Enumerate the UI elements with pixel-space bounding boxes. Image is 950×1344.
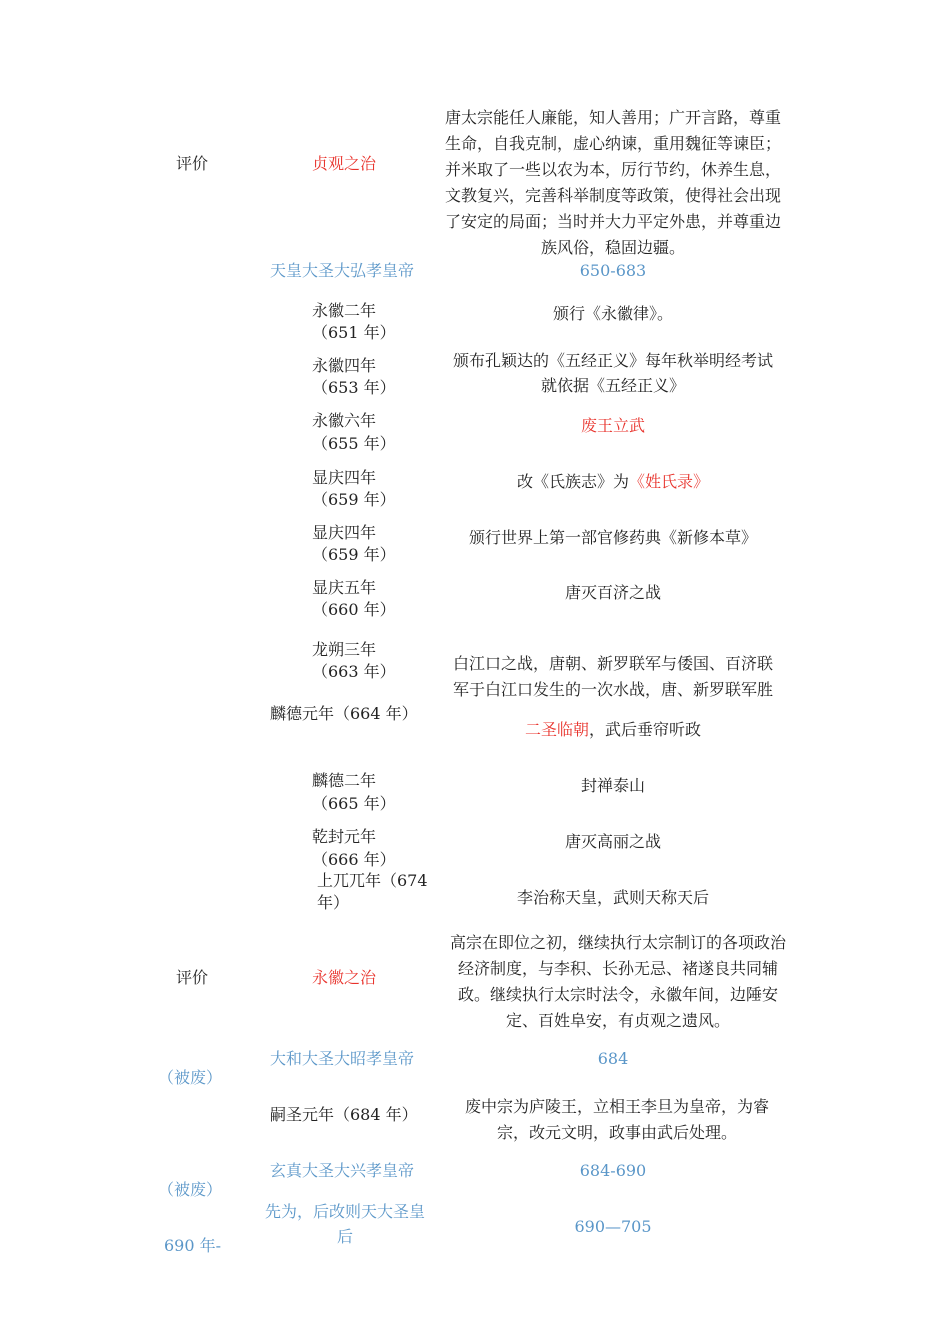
event-text: 颁行世界上第一部官修药典《新修本草》 [468, 528, 757, 547]
event-date: 永徽二年 [312, 301, 377, 320]
event-text-plain: 改《氏族志》为 [516, 472, 629, 491]
event-date-year: （666 年） [312, 850, 396, 869]
event-date-year: （663 年） [312, 662, 396, 681]
event-text: 唐灭百济之战 [564, 583, 661, 602]
event-text: 白江口之战，唐朝、新罗联军与倭国、百济联 [452, 654, 773, 673]
event-date: 上兀兀年（674 [317, 871, 428, 890]
event-text-plain: ，武后垂帘听政 [589, 720, 702, 739]
taizong-eval-label: 评价 [176, 154, 209, 173]
zhongzong-event-text: 废中宗为庐陵王，立相王李旦为皇帝，为睿宗，改元文明，政事由武后处理。 [464, 1097, 769, 1142]
event-date-year: （660 年） [312, 600, 396, 619]
wuhou-start: 690 年- [164, 1236, 222, 1255]
event-text-highlight: 二圣临朝 [524, 720, 589, 739]
event-text: 就依据《五经正义》 [540, 376, 685, 395]
event-date: 显庆四年 [312, 523, 377, 542]
zhongzong-status: （被废） [158, 1068, 223, 1087]
event-text: 颁布孔颖达的《五经正义》每年秋举明经考试 [452, 351, 773, 370]
event-date-year: （659 年） [312, 545, 396, 564]
event-date-year: （651 年） [312, 323, 396, 342]
event-date: 显庆五年 [312, 578, 377, 597]
zhongzong-event-date: 嗣圣元年（684 年） [270, 1105, 418, 1124]
event-text [442, 718, 784, 742]
ruizong-years: 684-690 [579, 1161, 647, 1180]
event-date: 永徽四年 [312, 356, 377, 375]
event-date-year: 年） [317, 893, 350, 912]
gaozong-eval-label: 评价 [176, 968, 209, 987]
wuhou-years: 690—705 [574, 1217, 652, 1236]
zhongzong-years: 684 [597, 1049, 629, 1068]
event-date: 显庆四年 [312, 468, 377, 487]
taizong-eval-text: 唐太宗能任人廉能，知人善用；广开言路，尊重生命，自我克制，虚心纳谏，重用魏征等谏臣；并米取了一些以农为本，厉行节约，休养生息，文教复兴，完善科举制度等政策，使得社会出现了安定的局面；当时并大力平定外患，并尊重边族风俗，稳固边疆。 [444, 108, 781, 257]
zhongzong-title: 大和大圣大昭孝皇帝 [270, 1049, 415, 1068]
event-text: 颁行《永徽律》。 [552, 304, 673, 323]
event-text [442, 470, 784, 494]
gaozong-era-name: 永徽之治 [312, 968, 377, 987]
event-text: 唐灭高丽之战 [564, 832, 661, 851]
gaozong-title: 天皇大圣大弘孝皇帝 [270, 261, 415, 280]
event-date: 麟德元年（664 年） [270, 704, 418, 723]
event-text: 封禅泰山 [580, 776, 645, 795]
event-text: 军于白江口发生的一次水战，唐、新罗联军胜 [452, 680, 773, 699]
gaozong-years: 650-683 [579, 261, 647, 280]
ruizong-title: 玄真大圣大兴孝皇帝 [270, 1161, 415, 1180]
event-date-year: （665 年） [312, 794, 396, 813]
event-text-highlight: 《姓氏录》 [629, 472, 710, 491]
event-date-year: （659 年） [312, 490, 396, 509]
event-text: 废王立武 [580, 416, 645, 435]
event-date-year: （653 年） [312, 378, 396, 397]
event-date: 乾封元年 [312, 827, 377, 846]
event-date-year: （655 年） [312, 434, 396, 453]
event-date: 永徽六年 [312, 411, 377, 430]
event-date: 龙朔三年 [312, 640, 377, 659]
ruizong-status: （被废） [158, 1180, 223, 1199]
event-text: 李治称天皇，武则天称天后 [516, 888, 709, 907]
gaozong-eval-text: 高宗在即位之初，继续执行太宗制订的各项政治经济制度，与李积、长孙无忌、褚遂良共同辅政。继续执行太宗时法令，永徽年间，边陲安定、百姓阜安，有贞观之遗风。 [449, 933, 786, 1030]
taizong-era-name: 贞观之治 [312, 154, 377, 173]
wuhou-title: 先为，后改则天大圣皇后 [264, 1202, 425, 1246]
event-date: 麟德二年 [312, 771, 377, 790]
